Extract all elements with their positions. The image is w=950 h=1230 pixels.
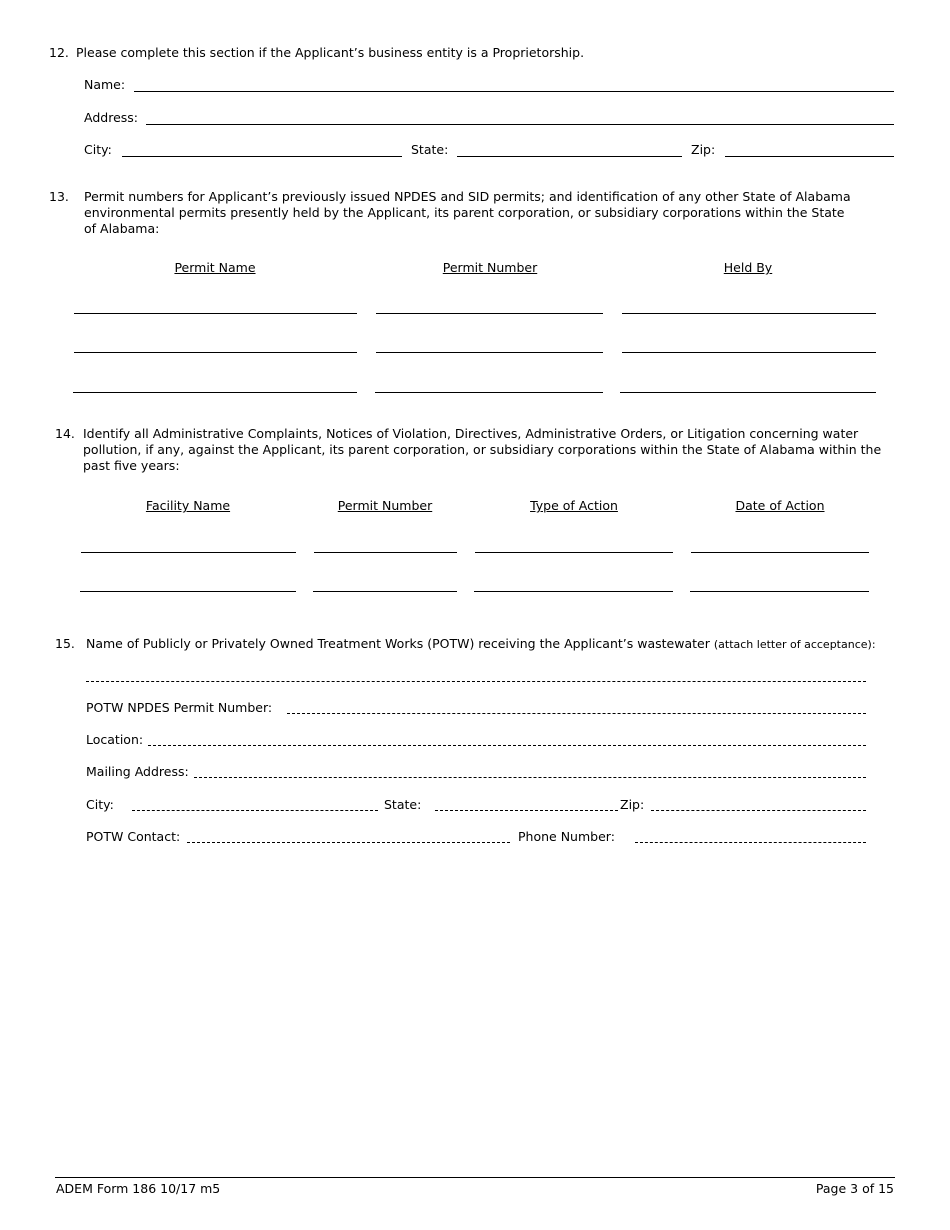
zip-label: Zip: bbox=[691, 142, 716, 157]
section-15-number: 15. bbox=[55, 636, 75, 651]
column-header-date-of-action: Date of Action bbox=[735, 498, 825, 513]
facility-name-field-1[interactable] bbox=[81, 552, 296, 553]
potw-zip-field[interactable] bbox=[651, 810, 866, 811]
city-field[interactable] bbox=[122, 156, 402, 157]
column-header-type-of-action: Type of Action bbox=[530, 498, 618, 513]
potw-location-field[interactable] bbox=[148, 745, 866, 746]
section-13-text: Permit numbers for Applicant’s previously issued NPDES and SID permits; and identification of any other State of Alabama environmental permits presently held by the Applicant, its parent corporation, or subsidiary corporations within the State of Alabama: bbox=[84, 189, 851, 236]
potw-state-field[interactable] bbox=[435, 810, 618, 811]
section-13-number: 13. bbox=[49, 189, 69, 204]
potw-phone-field[interactable] bbox=[635, 842, 866, 843]
date-of-action-field-2[interactable] bbox=[690, 591, 869, 592]
address-label: Address: bbox=[84, 110, 138, 125]
section-15-note: (attach letter of acceptance): bbox=[713, 638, 876, 651]
potw-permit-field[interactable] bbox=[287, 713, 866, 714]
column-header-permit-number-2: Permit Number bbox=[337, 498, 433, 513]
potw-mailing-label: Mailing Address: bbox=[86, 764, 189, 779]
potw-mailing-field[interactable] bbox=[194, 777, 866, 778]
section-14-text: Identify all Administrative Complaints, Notices of Violation, Directives, Administrative Orders, or Litigation concerning water pollution, if any, against the Applicant, its parent corporation, or subsidiary corporations within the State of Alabama within the past five years: bbox=[83, 426, 882, 473]
address-field[interactable] bbox=[146, 124, 894, 125]
date-of-action-field-1[interactable] bbox=[691, 552, 869, 553]
potw-city-field[interactable] bbox=[132, 810, 378, 811]
potw-permit-label: POTW NPDES Permit Number: bbox=[86, 700, 273, 715]
permit-number-field-1[interactable] bbox=[376, 313, 603, 314]
action-permit-number-field-2[interactable] bbox=[313, 591, 457, 592]
zip-field[interactable] bbox=[725, 156, 894, 157]
section-12-intro: Please complete this section if the Applicant’s business entity is a Proprietorship. bbox=[76, 45, 585, 60]
action-permit-number-field-1[interactable] bbox=[314, 552, 457, 553]
section-14-number: 14. bbox=[55, 426, 75, 441]
potw-location-label: Location: bbox=[86, 732, 144, 747]
column-header-permit-name: Permit Name bbox=[174, 260, 256, 275]
column-header-held-by: Held By bbox=[723, 260, 773, 275]
name-label: Name: bbox=[84, 77, 126, 92]
section-15-main-text: Name of Publicly or Privately Owned Treatment Works (POTW) receiving the Applicant’s wastewater bbox=[86, 636, 710, 651]
potw-contact-label: POTW Contact: bbox=[86, 829, 181, 844]
potw-state-label: State: bbox=[384, 797, 422, 812]
name-field[interactable] bbox=[134, 91, 894, 92]
held-by-field-1[interactable] bbox=[622, 313, 876, 314]
footer-form-id: ADEM Form 186 10/17 m5 bbox=[56, 1181, 221, 1196]
footer-rule bbox=[55, 1177, 895, 1178]
section-15-text bbox=[86, 636, 876, 651]
potw-city-label: City: bbox=[86, 797, 114, 812]
permit-name-field-2[interactable] bbox=[74, 352, 357, 353]
column-header-permit-number: Permit Number bbox=[442, 260, 538, 275]
state-field[interactable] bbox=[457, 156, 682, 157]
type-of-action-field-2[interactable] bbox=[474, 591, 673, 592]
column-header-facility-name: Facility Name bbox=[145, 498, 231, 513]
state-label: State: bbox=[411, 142, 449, 157]
potw-name-field[interactable] bbox=[86, 681, 866, 682]
permit-number-field-3[interactable] bbox=[375, 392, 603, 393]
held-by-field-2[interactable] bbox=[622, 352, 876, 353]
potw-contact-field[interactable] bbox=[187, 842, 510, 843]
potw-zip-label: Zip: bbox=[620, 797, 645, 812]
permit-name-field-1[interactable] bbox=[74, 313, 357, 314]
potw-phone-label: Phone Number: bbox=[518, 829, 615, 844]
permit-name-field-3[interactable] bbox=[73, 392, 357, 393]
permit-number-field-2[interactable] bbox=[376, 352, 603, 353]
held-by-field-3[interactable] bbox=[620, 392, 876, 393]
city-label: City: bbox=[84, 142, 112, 157]
footer-page-number: Page 3 of 15 bbox=[815, 1181, 894, 1196]
facility-name-field-2[interactable] bbox=[80, 591, 296, 592]
section-12-number: 12. bbox=[49, 45, 69, 60]
type-of-action-field-1[interactable] bbox=[475, 552, 673, 553]
